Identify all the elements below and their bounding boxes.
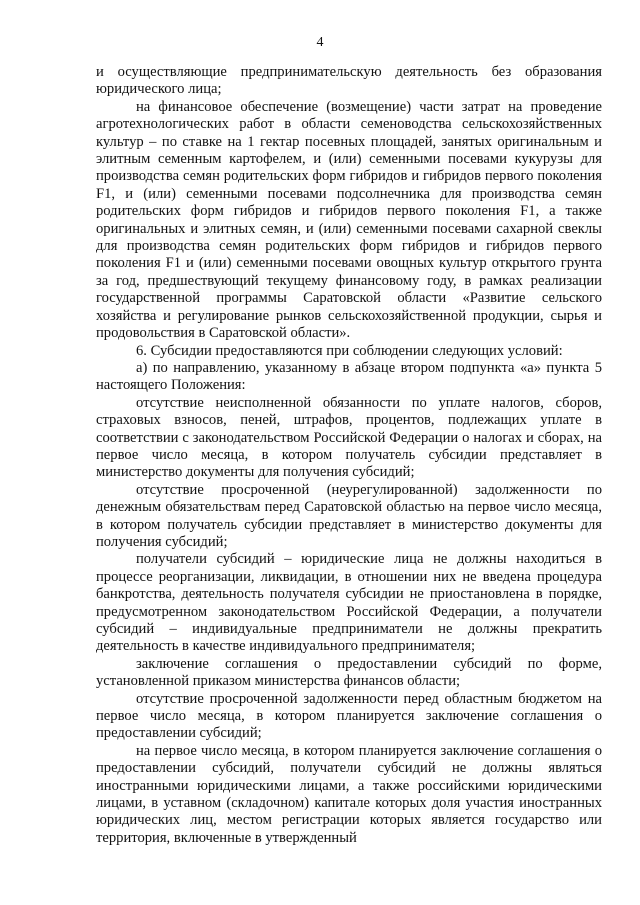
paragraph: отсутствие просроченной задолженности перед областным бюджетом на первое число месяца, в котором планируется заключение соглашения о предоставлении субсидий; <box>96 690 602 742</box>
paragraph: получатели субсидий – юридические лица не должны находиться в процессе реорганизации, ликвидации, в отношении них не введена процедура банкротства, деятельность получателя субсидии не приостановлена в порядке, предусмотренном законодательством Российской Федерации, а получатели субсидий – индивидуальные предприниматели не должны прекратить деятельность в качестве индивидуального предпринимателя; <box>96 551 602 655</box>
paragraph: а) по направлению, указанному в абзаце втором подпункта «а» пункта 5 настоящего Положения: <box>96 359 602 394</box>
paragraph: на первое число месяца, в котором планируется заключение соглашения о предоставлении субсидий, получатели субсидий не должны являться иностранными юридическими лицами, а также российскими юридическими лицами, в уставном (складочном) капитале которых доля участия иностранных юридических лиц, местом регистрации которых является государство или территория, включенные в утвержденный <box>96 742 602 846</box>
document-body <box>96 64 602 847</box>
page-number: 4 <box>316 35 324 50</box>
paragraph: на финансовое обеспечение (возмещение) части затрат на проведение агротехнологических работ в области семеноводства сельскохозяйственных культур – по ставке на 1 гектар посевных площадей, занятых оригинальным и элитным семенным картофелем, и (или) семенными посевами кукурузы для производства семян родительских форм гибридов и гибридов первого поколения F1, и (или) семенными посевами подсолнечника для производства семян родительских форм гибридов и гибридов первого поколения F1, а также оригинальных и элитных семян, и (или) семенными посевами сахарной свеклы для производства семян родительских форм гибридов и гибридов первого поколения F1 и (или) семенными посевами овощных культур открытого грунта за год, предшествующий текущему финансовому году, в рамках реализации государственной программы Саратовской области «Развитие сельского хозяйства и регулирование рынков сельскохозяйственной продукции, сырья и продовольствия в Саратовской области». <box>96 98 602 342</box>
paragraph: 6. Субсидии предоставляются при соблюдении следующих условий: <box>136 342 563 359</box>
paragraph: отсутствие неисполненной обязанности по уплате налогов, сборов, страховых взносов, пеней, штрафов, процентов, подлежащих уплате в соответствии с законодательством Российской Федерации о налогах и сборах, на первое число месяца, в котором получатель субсидии представляет в министерство документы для получения субсидий; <box>96 394 602 481</box>
paragraph: отсутствие просроченной (неурегулированной) задолженности по денежным обязательствам перед Саратовской областью на первое число месяца, в котором получатель субсидии представляет в министерство документы для получения субсидий; <box>96 481 602 550</box>
paragraph: и осуществляющие предпринимательскую деятельность без образования юридического лица; <box>96 64 602 98</box>
paragraph: заключение соглашения о предоставлении субсидий по форме, установленной приказом министерства финансов области; <box>96 655 602 690</box>
